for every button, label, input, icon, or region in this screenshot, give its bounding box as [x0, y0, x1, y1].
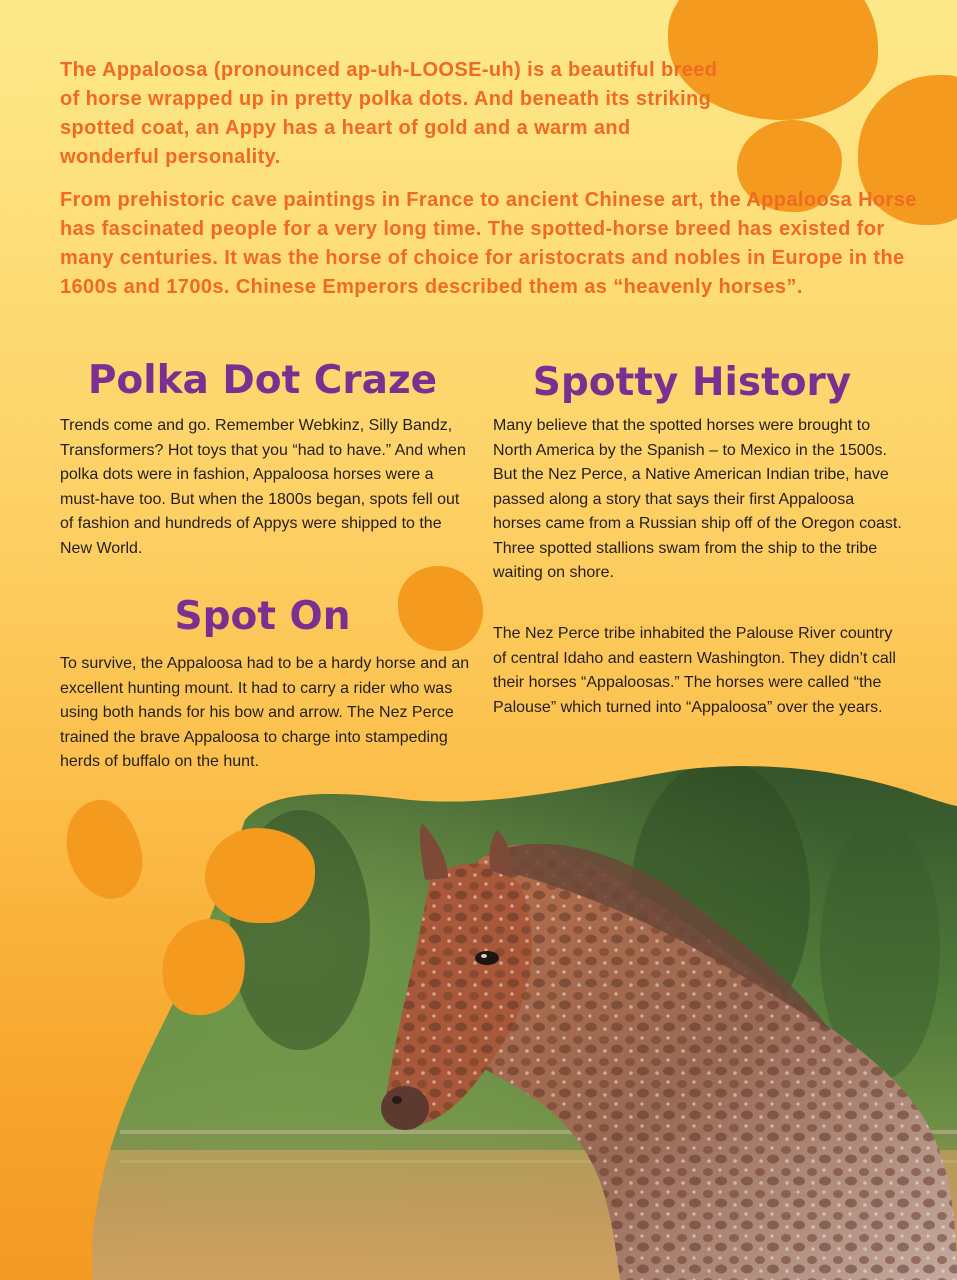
intro-paragraph-1: The Appaloosa (pronounced ap-uh-LOOSE-uh) is a beautiful breed of horse wrapped up in pretty polka dots. And beneath its striking spotted coat, an Appy has a heart of gold and a warm and wonderful personality. — [60, 59, 718, 168]
spot-on-heading: Spot On — [174, 594, 351, 639]
spotty-history-text-1: Many believe that the spotted horses were brought to North America by the Spanish – to Mexico in the 1500s. But the Nez Perce, a Native American Indian tribe, have passed along a story that says their first Appaloosa horses came from a Russian ship off of the Oregon coast. Three spotted stallions swam from the ship to the tribe waiting on shore. — [493, 417, 902, 581]
spotty-history-heading: Spotty History — [532, 360, 852, 405]
spotty-history-text-2: The Nez Perce tribe inhabited the Palouse River country of central Idaho and eastern Washington. They didn’t call their horses “Appaloosas.” The horses were called “the Palouse” which turned into “Appaloosa” over the years. — [493, 625, 896, 716]
polka-dot-craze-heading: Polka Dot Craze — [87, 358, 438, 403]
intro-paragraph-2: From prehistoric cave paintings in France to ancient Chinese art, the Appaloosa Horse has fascinated people for a very long time. The spotted-horse breed has existed for many centuries. It was the horse of choice for aristocrats and nobles in Europe in the 1600s and 1700s. Chinese Emperors described them as “heavenly horses”. — [60, 189, 917, 298]
spot-on-text: To survive, the Appaloosa had to be a hardy horse and an excellent hunting mount. It had to carry a rider who was using both hands for his bow and arrow. The Nez Perce trained the brave Appaloosa to charge into stampeding herds of buffalo on the hunt. — [60, 655, 470, 770]
polka-dot-craze-text: Trends come and go. Remember Webkinz, Silly Bandz, Transformers? Hot toys that you “had to have.” And when polka dots were in fashion, Appaloosa horses were a must-have too. But when the 1800s began, spots fell out of fashion and hundreds of Appys were shipped to the New World. — [60, 417, 466, 557]
orange-spot-decoration — [205, 828, 315, 923]
